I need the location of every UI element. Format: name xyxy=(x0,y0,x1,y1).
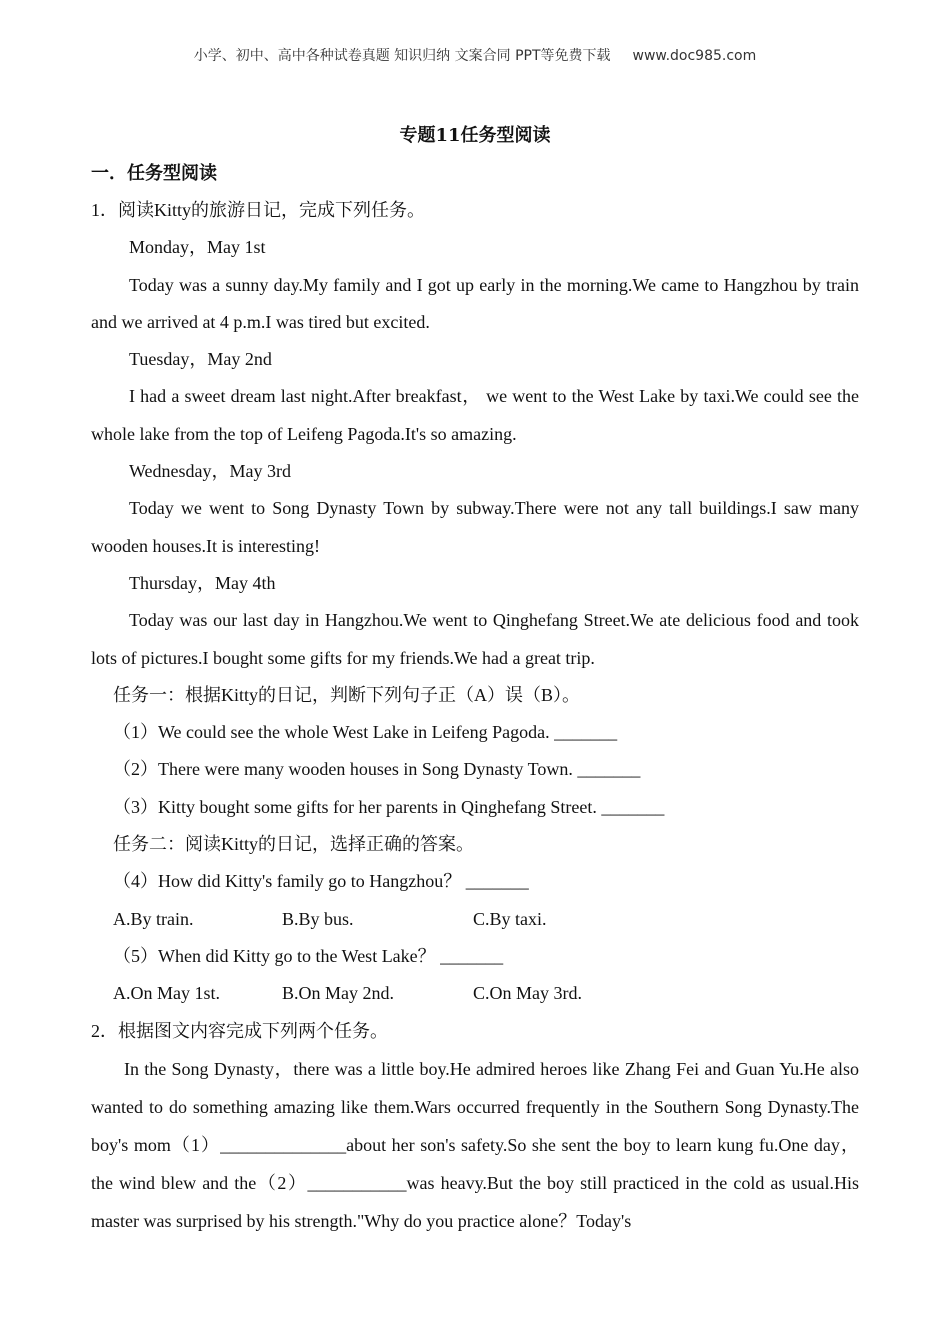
header-text: 小学、初中、高中各种试卷真题 知识归纳 文案合同 PPT等免费下载 xyxy=(193,48,611,64)
section-heading: 一．任务型阅读 xyxy=(91,163,217,184)
question-1-intro: 1．阅读Kitty的旅游日记，完成下列任务。 xyxy=(91,200,426,220)
diary-date: Wednesday，May 3rd xyxy=(129,461,292,482)
option-c: C.By taxi. xyxy=(473,908,547,929)
diary-date: Tuesday，May 2nd xyxy=(129,349,272,370)
page-title: 专题11任务型阅读 xyxy=(399,125,551,146)
question-2-passage: In the Song Dynasty，there was a little boy.He admired heroes like Zhang Fei and Guan Yu.He also wanted to do something amazing like them.Wars occurred frequently in the Southern Song Dynasty.The boy's mom（1）______________about her son's safety.So she sent the boy to learn kung fu.One day，the wind blew and the（2）___________was heavy.But the boy still practiced in the cold as usual.His master was surprised by his strength."Why do you practice alone？Today's xyxy=(91,1058,859,1231)
header-url[interactable]: www.doc985.com xyxy=(632,48,757,64)
option-b: B.On May 2nd. xyxy=(282,983,394,1004)
task-2-instruction: 任务二：阅读Kitty的日记，选择正确的答案。 xyxy=(113,834,475,855)
task-1-item: （2）There were many wooden houses in Song Dynasty Town. _______ xyxy=(113,759,641,780)
question-4: （4）How did Kitty's family go to Hangzhou？ _______ xyxy=(113,871,529,892)
task-1-item: （1）We could see the whole West Lake in Leifeng Pagoda. _______ xyxy=(113,722,618,743)
diary-date: Monday，May 1st xyxy=(129,237,266,258)
question-5-options xyxy=(91,975,859,1012)
diary-entry: Today was a sunny day.My family and I got up early in the morning.We came to Hangzhou by train and we arrived at 4 p.m.I was tired but excited. xyxy=(91,274,859,332)
option-a: A.By train. xyxy=(113,908,194,929)
task-1-instruction: 任务一：根据Kitty的日记，判断下列句子正（A）误（B）。 xyxy=(113,684,581,705)
diary-date: Thursday，May 4th xyxy=(129,572,276,593)
diary-entry: I had a sweet dream last night.After breakfast， we went to the West Lake by taxi.We could see the whole lake from the top of Leifeng Pagoda.It's so amazing. xyxy=(91,386,859,444)
option-a: A.On May 1st. xyxy=(113,983,220,1004)
diary-entry: Today we went to Song Dynasty Town by subway.There were not any tall buildings.I saw many wooden houses.It is interesting! xyxy=(91,498,859,556)
diary-entry: Today was our last day in Hangzhou.We went to Qinghefang Street.We ate delicious food and took lots of pictures.I bought some gifts for my friends.We had a great trip. xyxy=(91,610,859,668)
question-4-options xyxy=(91,901,859,938)
task-1-item: （3）Kitty bought some gifts for her parents in Qinghefang Street. _______ xyxy=(113,796,665,817)
page-header xyxy=(0,45,950,65)
question-2-intro: 2．根据图文内容完成下列两个任务。 xyxy=(91,1020,388,1041)
question-5: （5）When did Kitty go to the West Lake？ _______ xyxy=(113,945,504,966)
document-body xyxy=(91,192,859,1240)
option-b: B.By bus. xyxy=(282,908,354,929)
option-c: C.On May 3rd. xyxy=(473,983,582,1004)
